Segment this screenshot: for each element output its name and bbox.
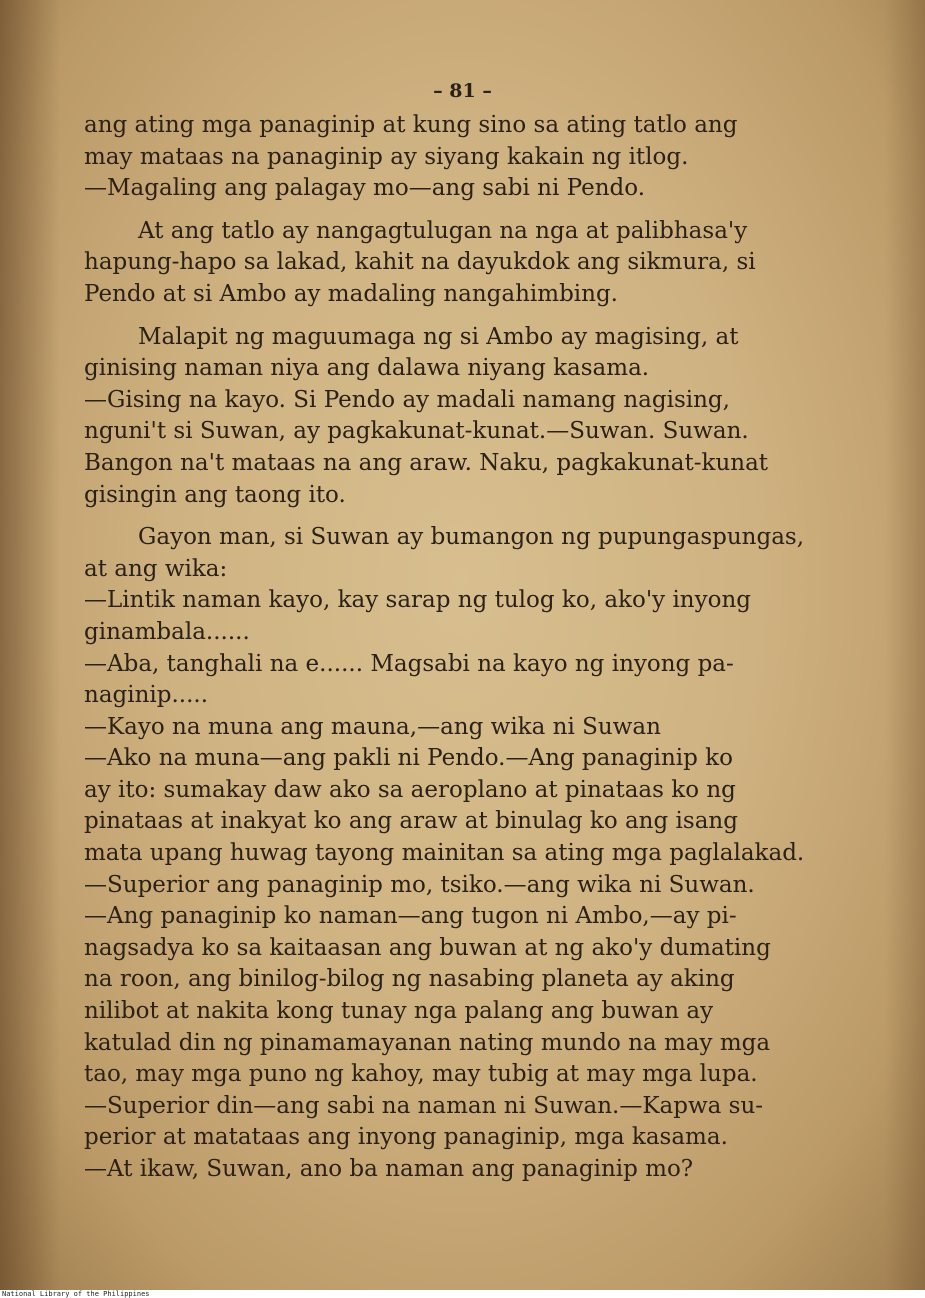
line: katulad din ng pinamamayanan nating mundo na may mga (84, 1029, 771, 1056)
line: nguni't si Suwan, ay pagkakunat-kunat.—Suwan. Suwan. (84, 418, 749, 445)
line: mata upang huwag tayong mainitan sa ating mga paglalakad. (84, 840, 805, 867)
line: nilibot at nakita kong tunay nga palang ang buwan ay (84, 998, 714, 1025)
line: Bangon na't mataas na ang araw. Naku, pagkakunat-kunat (84, 449, 769, 476)
line: may mataas na panaginip ay siyang kakain ng itlog. (84, 143, 689, 170)
footer-credit: National Library of the Philippines (2, 1290, 150, 1298)
line: —Gising na kayo. Si Pendo ay madali namang nagising, (84, 386, 730, 413)
line: —Ako na muna—ang pakli ni Pendo.—Ang panaginip ko (84, 745, 733, 772)
line: ginambala...... (84, 618, 250, 645)
line: —Ang panaginip ko naman—ang tugon ni Ambo,—ay pi- (84, 903, 737, 930)
line: pinataas at inakyat ko ang araw at binulag ko ang isang (84, 808, 738, 835)
line: Gayon man, si Suwan ay bumangon ng pupungaspungas, (138, 524, 805, 551)
line: hapung-hapo sa lakad, kahit na dayukdok ang sikmura, si (84, 249, 756, 276)
line: ay ito: sumakay daw ako sa aeroplano at pinataas ko ng (84, 776, 736, 803)
line: —Superior din—ang sabi na naman ni Suwan.—Kapwa su- (84, 1092, 764, 1119)
page-shadow-right (885, 0, 925, 1290)
line: tao, may mga puno ng kahoy, may tubig at may mga lupa. (84, 1061, 758, 1088)
line: gisingin ang taong ito. (84, 481, 346, 508)
line: Pendo at si Ambo ay madaling nangahimbing. (84, 280, 618, 307)
page-shadow-left (0, 0, 60, 1290)
line: nagsadya ko sa kaitaasan ang buwan at ng ako'y dumating (84, 934, 771, 961)
line: —Superior ang panaginip mo, tsiko.—ang wika ni Suwan. (84, 871, 755, 898)
line: —Kayo na muna ang mauna,—ang wika ni Suwan (84, 713, 661, 740)
line: na roon, ang binilog-bilog ng nasabing planeta ay aking (84, 966, 735, 993)
line: perior at matataas ang inyong panaginip, mga kasama. (84, 1124, 728, 1151)
line: —Magaling ang palagay mo—ang sabi ni Pendo. (84, 175, 646, 202)
page-number: – 81 – (433, 80, 492, 102)
line: Malapit ng maguumaga ng si Ambo ay magising, at (138, 323, 739, 350)
line: naginip..... (84, 682, 209, 709)
line: At ang tatlo ay nangagtulugan na nga at palibhasa'y (138, 217, 748, 244)
line: ginising naman niya ang dalawa niyang kasama. (84, 355, 650, 382)
line: at ang wika: (84, 555, 228, 582)
line: —Aba, tanghali na e...... Magsabi na kayo ng inyong pa- (84, 650, 734, 677)
line: —At ikaw, Suwan, ano ba naman ang panaginip mo? (84, 1156, 694, 1182)
line: ang ating mga panaginip at kung sino sa ating tatlo ang (84, 112, 738, 138)
body-text (84, 110, 844, 1186)
line: —Lintik naman kayo, kay sarap ng tulog ko, ako'y inyong (84, 587, 751, 614)
